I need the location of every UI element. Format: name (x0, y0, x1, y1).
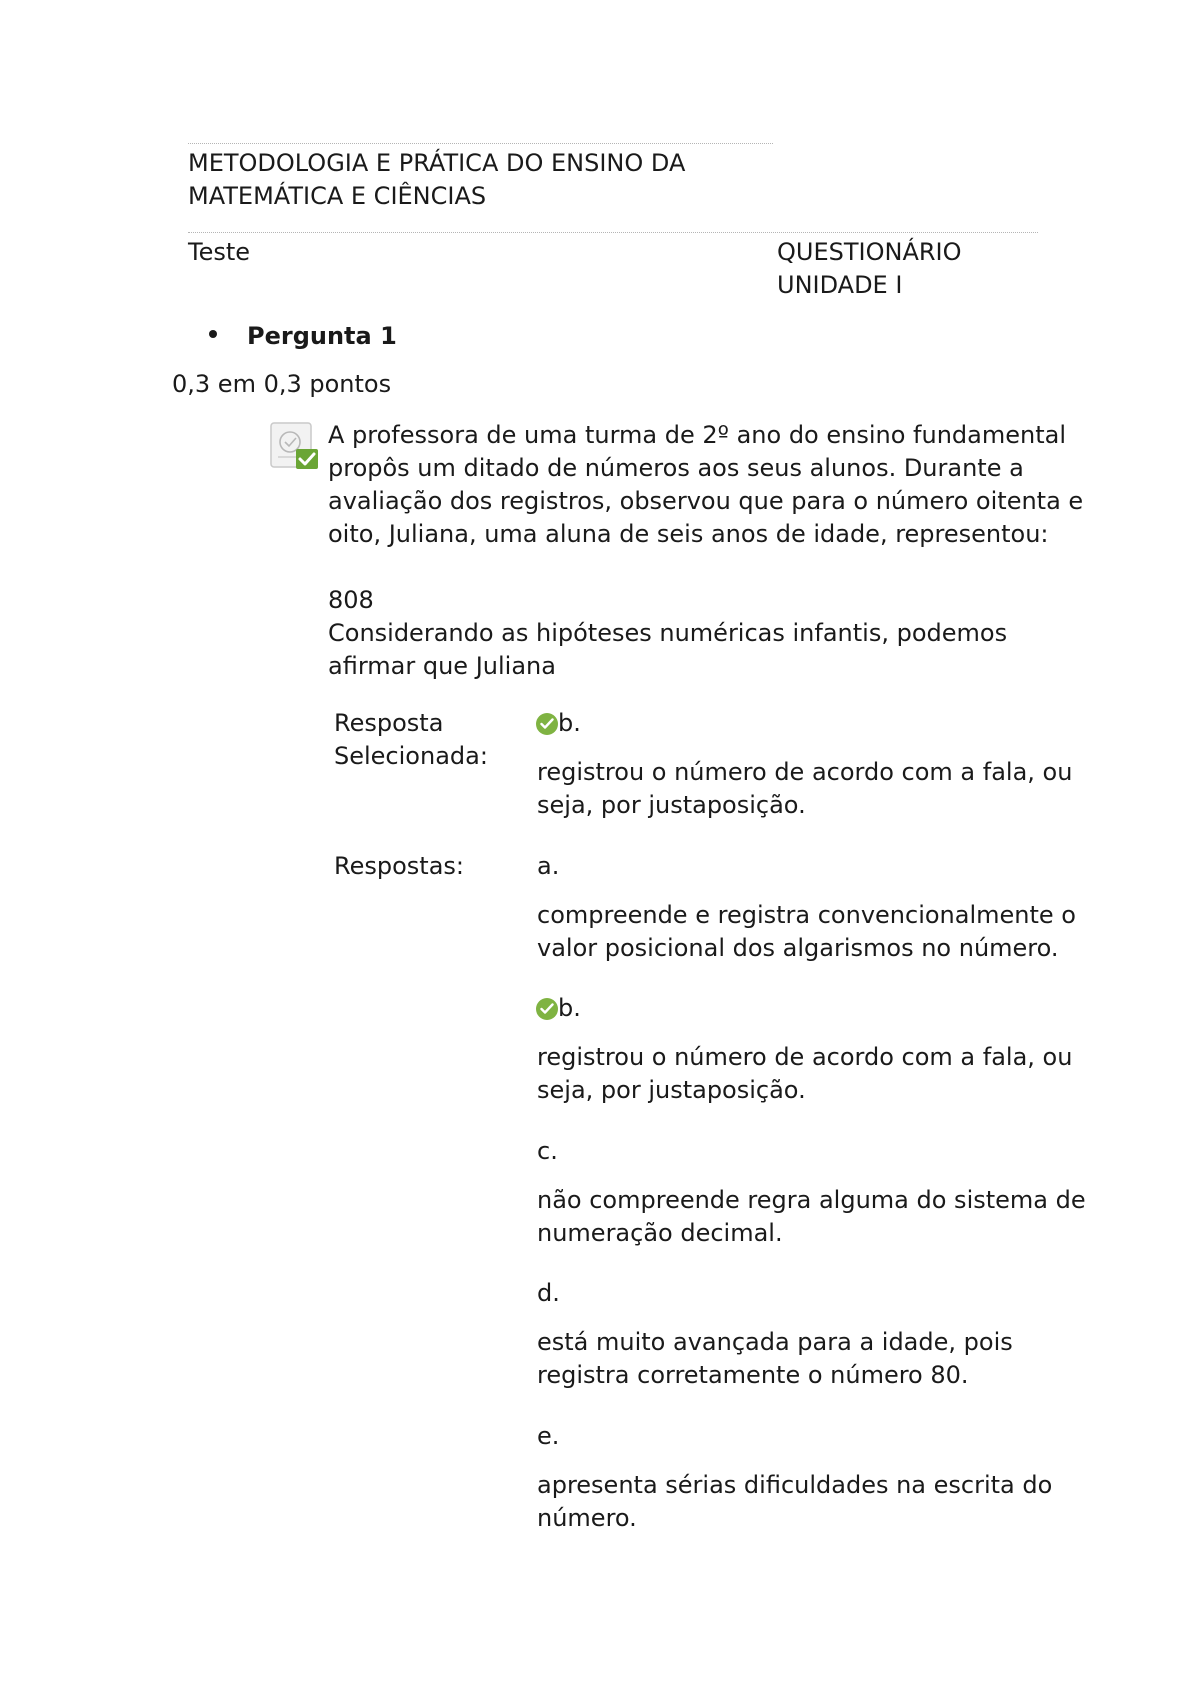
test-name-line-1: QUESTIONÁRIO (777, 238, 962, 266)
header-divider (188, 232, 1038, 233)
question-text-line: propôs um ditado de números aos seus alunos. Durante a (328, 454, 1024, 482)
selected-answer-text (537, 756, 1157, 822)
correct-check-icon (536, 998, 558, 1020)
answer-text-line: valor posicional dos algarismos no número. (537, 934, 1059, 962)
question-text-line: oito, Juliana, uma aluna de seis anos de idade, representou: (328, 520, 1049, 548)
answer-option-a-text[interactable] (537, 899, 1157, 965)
answer-option-b-letter[interactable] (537, 992, 581, 1025)
question-score: 0,3 em 0,3 pontos (172, 370, 392, 398)
selected-answer-letter-text: b. (558, 709, 581, 737)
answer-option-d-text[interactable] (537, 1326, 1157, 1392)
selected-answer-label-line-2: Selecionada: (334, 742, 488, 770)
question-text (328, 419, 1128, 683)
answer-text-line: número. (537, 1504, 637, 1532)
answer-text-line: compreende e registra convencionalmente o (537, 901, 1076, 929)
answer-text-line: não compreende regra alguma do sistema de (537, 1186, 1086, 1214)
bullet-icon (209, 330, 217, 338)
answer-option-e-text[interactable] (537, 1469, 1157, 1535)
course-title (188, 147, 748, 213)
answers-label: Respostas: (334, 852, 464, 880)
correct-check-icon (536, 713, 558, 735)
spacer (328, 551, 1128, 584)
question-text-line: afirmar que Juliana (328, 652, 556, 680)
course-title-line-1: METODOLOGIA E PRÁTICA DO ENSINO DA (188, 149, 686, 177)
selected-answer-label (334, 707, 488, 773)
selected-answer-label-line-1: Resposta (334, 709, 444, 737)
answer-text-line: numeração decimal. (537, 1219, 783, 1247)
question-correct-icon (270, 422, 322, 474)
answer-letter-text: c. (537, 1137, 558, 1165)
answer-letter-text: d. (537, 1279, 560, 1307)
question-text-line: Considerando as hipóteses numéricas infantis, podemos (328, 619, 1008, 647)
answer-option-e-letter[interactable] (537, 1420, 559, 1453)
selected-answer-text-line: seja, por justaposição. (537, 791, 806, 819)
selected-answer-letter (537, 707, 581, 740)
test-name-line-2: UNIDADE I (777, 271, 903, 299)
course-title-line-2: MATEMÁTICA E CIÊNCIAS (188, 182, 487, 210)
answer-option-d-letter[interactable] (537, 1277, 560, 1310)
answer-option-b-text[interactable] (537, 1041, 1157, 1107)
answer-letter-text: e. (537, 1422, 560, 1450)
answer-option-c-letter[interactable] (537, 1135, 558, 1168)
test-label: Teste (188, 238, 251, 266)
question-text-line: A professora de uma turma de 2º ano do ensino fundamental (328, 421, 1066, 449)
answer-text-line: está muito avançada para a idade, pois (537, 1328, 1013, 1356)
question-text-line: avaliação dos registros, observou que para o número oitenta e (328, 487, 1084, 515)
top-divider (188, 143, 773, 144)
question-label[interactable]: Pergunta 1 (247, 322, 397, 350)
answer-option-a-letter[interactable] (537, 850, 559, 883)
answer-letter-text: a. (537, 852, 560, 880)
answer-letter-text: b. (558, 994, 581, 1022)
test-name (777, 236, 1037, 302)
answer-text-line: registra corretamente o número 80. (537, 1361, 969, 1389)
answer-text-line: seja, por justaposição. (537, 1076, 806, 1104)
answer-option-c-text[interactable] (537, 1184, 1157, 1250)
answer-text-line: registrou o número de acordo com a fala, ou (537, 1043, 1073, 1071)
answer-text-line: apresenta sérias dificuldades na escrita do (537, 1471, 1053, 1499)
selected-answer-text-line: registrou o número de acordo com a fala, ou (537, 758, 1073, 786)
question-number-example: 808 (328, 586, 374, 614)
